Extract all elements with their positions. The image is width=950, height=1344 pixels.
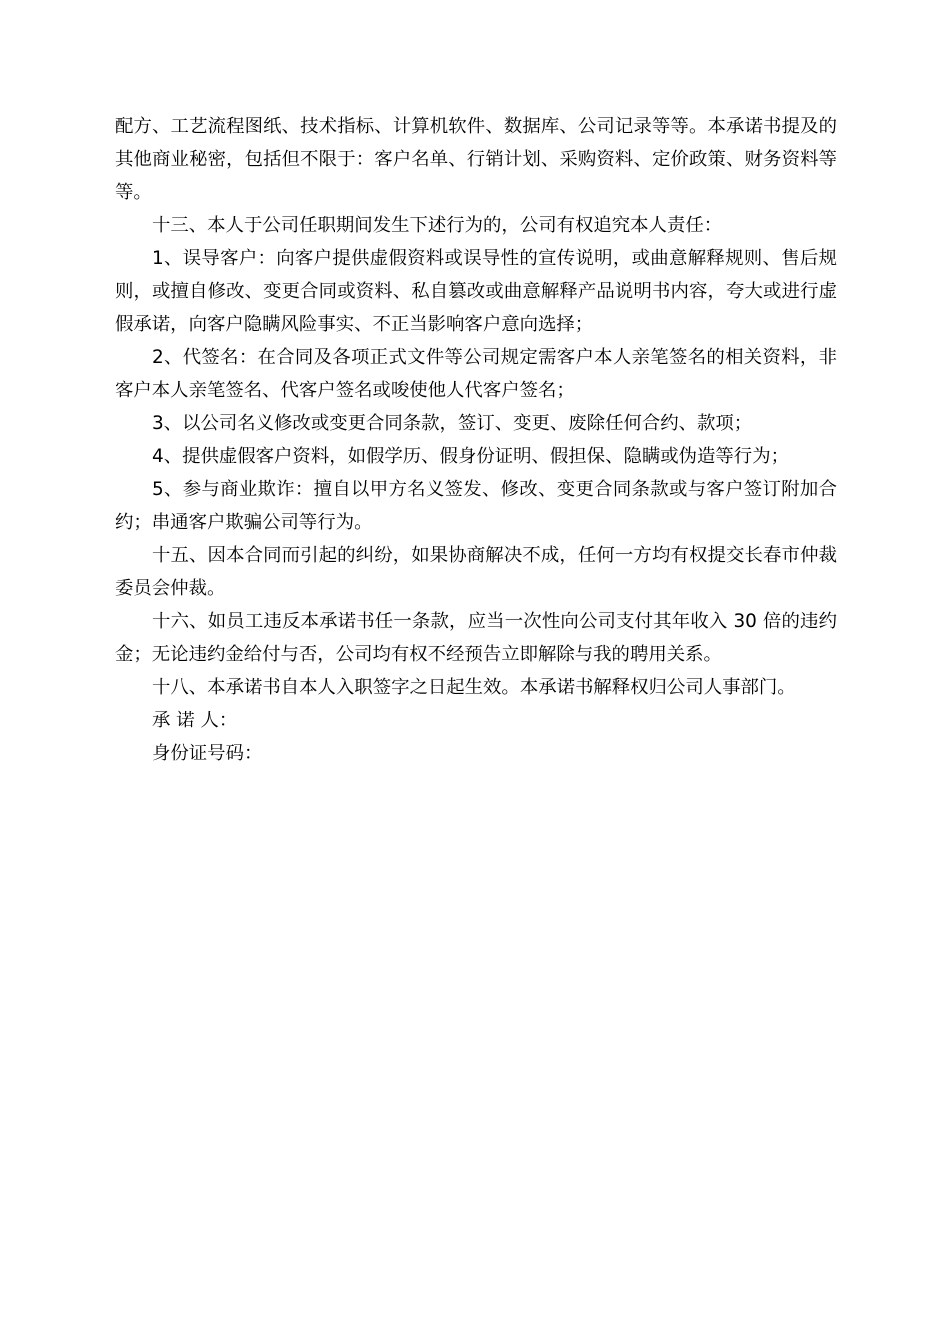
paragraph-item-3: 3、以公司名义修改或变更合同条款，签订、变更、废除任何合约、款项； [152,413,753,434]
paragraph-item-5: 5、参与商业欺诈：擅自以甲方名义签发、修改、变更合同条款或与客户签订附加合约；串通客户欺骗公司等行为。 [115,479,837,533]
signatory-label: 承 诺 人： [152,710,238,731]
document-body [115,110,837,770]
paragraph-clause-16: 十六、如员工违反本承诺书任一条款，应当一次性向公司支付其年收入 30 倍的违约金；无论违约金给付与否，公司均有权不经预告立即解除与我的聘用关系。 [115,611,837,665]
paragraph-clause-18: 十八、本承诺书自本人入职签字之日起生效。本承诺书解释权归公司人事部门。 [152,677,796,698]
paragraph-trade-secrets: 配方、工艺流程图纸、技术指标、计算机软件、数据库、公司记录等等。本承诺书提及的其他商业秘密，包括但不限于：客户名单、行销计划、采购资料、定价政策、财务资料等等。 [115,116,837,203]
id-number-label: 身份证号码： [152,743,263,764]
paragraph-clause-15: 十五、因本合同而引起的纠纷，如果协商解决不成，任何一方均有权提交长春市仲裁委员会仲裁。 [115,545,837,599]
paragraph-item-4: 4、提供虚假客户资料，如假学历、假身份证明、假担保、隐瞒或伪造等行为； [152,446,789,467]
paragraph-item-2: 2、代签名：在合同及各项正式文件等公司规定需客户本人亲笔签名的相关资料，非客户本人亲笔签名、代客户签名或唆使他人代客户签名； [115,347,837,401]
paragraph-item-1: 1、误导客户：向客户提供虚假资料或误导性的宣传说明，或曲意解释规则、售后规则，或擅自修改、变更合同或资料、私自篡改或曲意解释产品说明书内容，夸大或进行虚假承诺，向客户隐瞒风险事实、不正当影响客户意向选择； [115,248,837,335]
paragraph-clause-13: 十三、本人于公司任职期间发生下述行为的，公司有权追究本人责任： [152,215,723,236]
